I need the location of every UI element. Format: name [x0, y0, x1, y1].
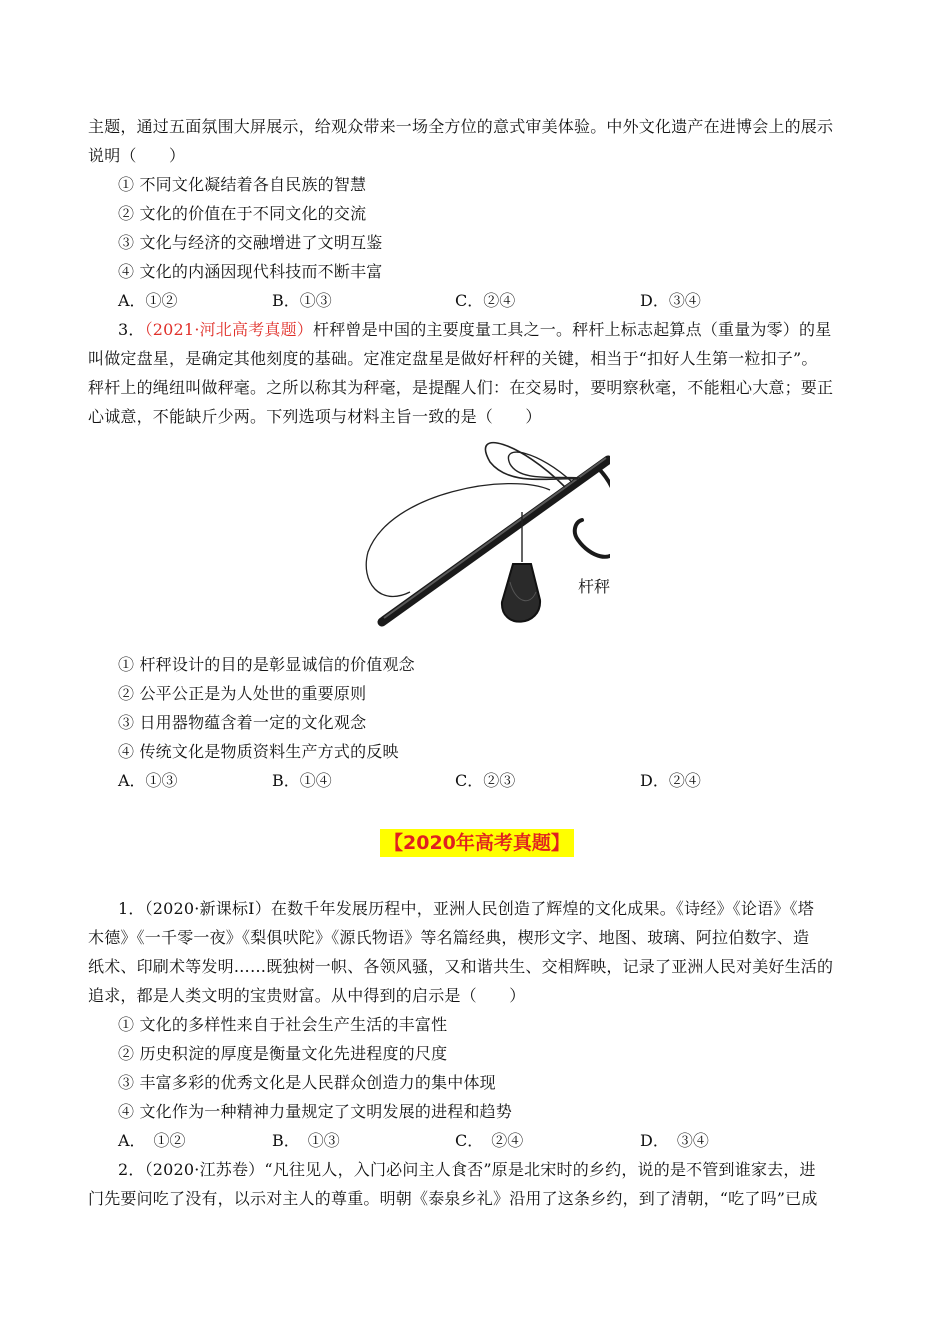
question-text: 杆秤曾是中国的主要度量工具之一。秤杆上标志起算点（重量为零）的星 [313, 320, 832, 339]
question-text: 心诚意，不能缺斤少两。下列选项与材料主旨一致的是（ ） [88, 407, 542, 426]
statement-item: ④ 文化的内涵因现代科技而不断丰富 [118, 262, 383, 281]
statement-item: ② 公平公正是为人处世的重要原则 [118, 684, 367, 703]
option-b: B．①④ [272, 771, 332, 790]
option-d: D．③④ [640, 291, 701, 310]
question-text: 主题，通过五面氛围大屏展示，给观众带来一场全方位的意式审美体验。中外文化遗产在进博会上的展示 [88, 117, 834, 136]
steelyard-figure [350, 432, 610, 647]
section-banner: 【2020年高考真题】 [380, 829, 574, 857]
question-text: 说明（ ） [88, 146, 186, 165]
option-b: B．①③ [272, 291, 332, 310]
question-text: 2．（2020·江苏卷）“凡往见人，入门必问主人食否”原是北宋时的乡约，说的是不管到谁家去，进 [118, 1160, 816, 1179]
question-text: 1．（2020·新课标Ⅰ）在数千年发展历程中，亚洲人民创造了辉煌的文化成果。《诗经》《论语》《塔 [118, 899, 814, 918]
statement-item: ④ 文化作为一种精神力量规定了文明发展的进程和趋势 [118, 1102, 513, 1121]
question-text: 门先要问吃了没有，以示对主人的尊重。明朝《泰泉乡礼》沿用了这条乡约，到了清朝，“吃了吗”已成 [88, 1189, 818, 1208]
question-text: 纸术、印刷术等发明……既独树一帜、各领风骚，又和谐共生、交相辉映，记录了亚洲人民对美好生活的 [88, 957, 834, 976]
statement-item: ① 文化的多样性来自于社会生产生活的丰富性 [118, 1015, 448, 1034]
question-3-line1 [118, 320, 831, 340]
option-a: A．①③ [118, 771, 178, 790]
option-b: B． ①③ [272, 1131, 340, 1150]
option-c: C．②③ [455, 771, 516, 790]
figure-label: 杆秤 [578, 577, 610, 596]
statement-item: ③ 文化与经济的交融增进了文明互鉴 [118, 233, 383, 252]
statement-item: ④ 传统文化是物质资料生产方式的反映 [118, 742, 399, 761]
statement-item: ③ 丰富多彩的优秀文化是人民群众创造力的集中体现 [118, 1073, 496, 1092]
statement-item: ③ 日用器物蕴含着一定的文化观念 [118, 713, 367, 732]
question-text: 叫做定盘星，是确定其他刻度的基础。定准定盘星是做好杆秤的关键，相当于“扣好人生第一粒扣子”。 [88, 349, 818, 368]
statement-item: ① 不同文化凝结着各自民族的智慧 [118, 175, 367, 194]
option-d: D． ③④ [640, 1131, 709, 1150]
option-c: C． ②④ [455, 1131, 524, 1150]
question-source: （2021·河北高考真题） [144, 320, 313, 339]
question-text: 秤杆上的绳纽叫做秤毫。之所以称其为秤毫，是提醒人们：在交易时，要明察秋毫，不能粗心大意；要正 [88, 378, 834, 397]
question-text: 追求，都是人类文明的宝贵财富。从中得到的启示是（ ） [88, 986, 526, 1005]
question-text: 木德》《一千零一夜》《梨俱吠陀》《源氏物语》等名篇经典，楔形文字、地图、玻璃、阿拉伯数字、造 [88, 928, 810, 947]
statement-item: ② 历史积淀的厚度是衡量文化先进程度的尺度 [118, 1044, 448, 1063]
option-a: A．①② [118, 291, 178, 310]
statement-item: ② 文化的价值在于不同文化的交流 [118, 204, 367, 223]
question-number: 3． [118, 320, 145, 339]
option-d: D．②④ [640, 771, 701, 790]
option-a: A． ①② [118, 1131, 186, 1150]
option-c: C．②④ [455, 291, 516, 310]
statement-item: ① 杆秤设计的目的是彰显诚信的价值观念 [118, 655, 415, 674]
steelyard-illustration [350, 432, 610, 647]
